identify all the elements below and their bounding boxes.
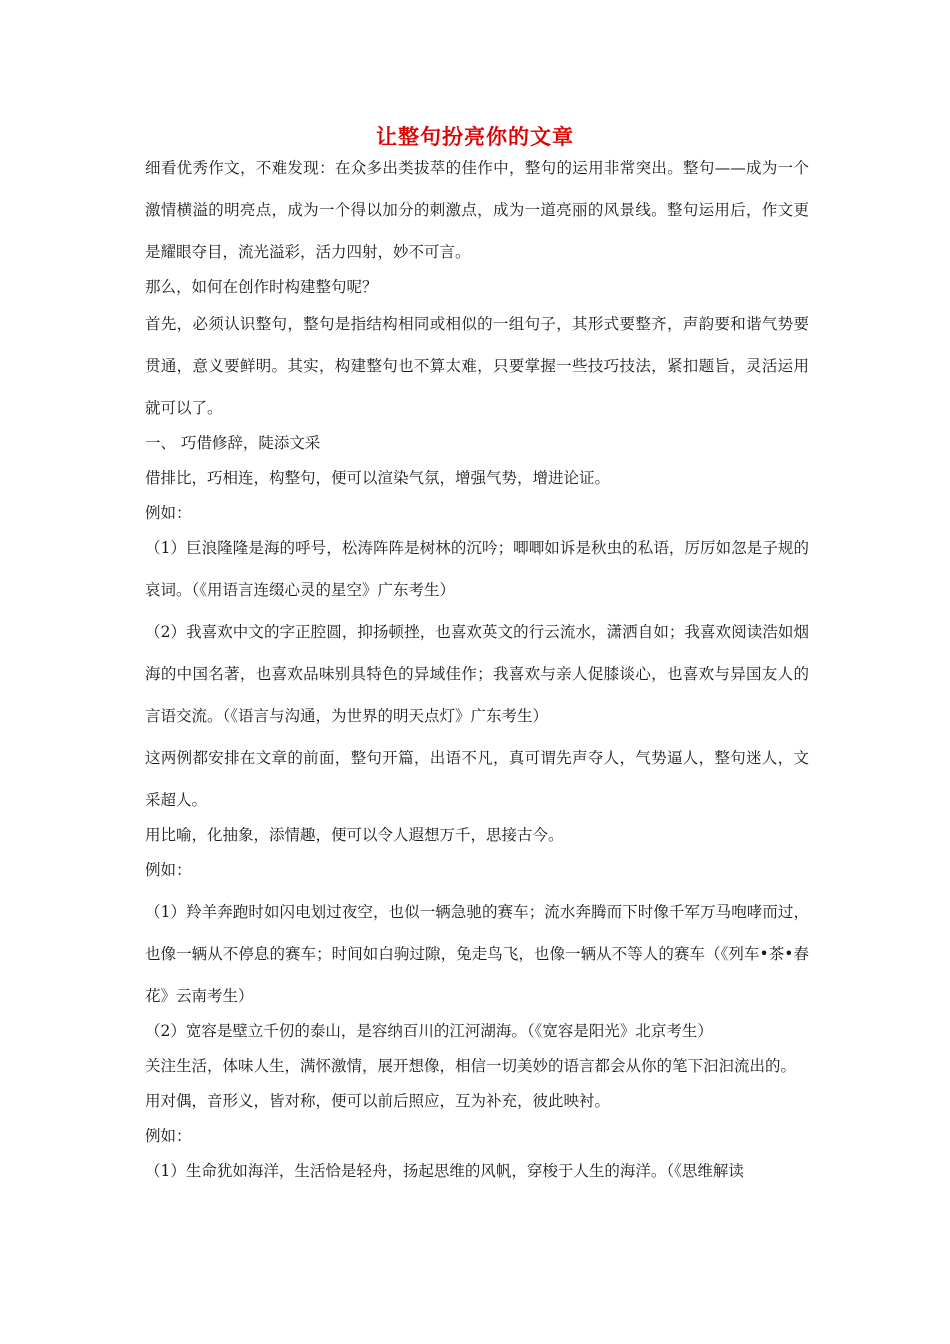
document-title: 让整句扮亮你的文章 — [376, 124, 574, 149]
example-item: （2）宽容是壁立千仞的泰山，是容纳百川的江河湖海。（《宽容是阳光》北京考生） — [145, 1022, 713, 1040]
example-item: （1）羚羊奔跑时如闪电划过夜空，也似一辆急驰的赛车；流水奔腾而下时像千军万马咆哮而过，也像一辆从不停息的赛车；时间如白驹过隙，兔走鸟飞，也像一辆从不等人的赛车（《列车•茶•春花》云南考生） — [145, 903, 809, 1005]
paragraph-commentary: 这两例都安排在文章的前面，整句开篇，出语不凡，真可谓先声夺人，气势逼人，整句迷人，文采超人。 — [145, 749, 809, 809]
example-label: 例如： — [145, 861, 192, 879]
paragraph-intro: 细看优秀作文，不难发现：在众多出类拔萃的佳作中，整句的运用非常突出。整句——成为一个激情横溢的明亮点，成为一个得以加分的刺激点，成为一道亮丽的风景线。整句运用后，作文更是耀眼夺目，流光溢彩，活力四射，妙不可言。 — [145, 159, 809, 261]
example-item: （2）我喜欢中文的字正腔圆，抑扬顿挫，也喜欢英文的行云流水，潇洒自如；我喜欢阅读浩如烟海的中国名著，也喜欢品味别具特色的异域佳作；我喜欢与亲人促膝谈心，也喜欢与异国友人的言语交流。（《语言与沟通，为世界的明天点灯》广东考生） — [145, 623, 809, 725]
paragraph-parallelism: 借排比，巧相连，构整句，便可以渲染气氛，增强气势，增进论证。 — [145, 469, 611, 487]
example-label: 例如： — [145, 1127, 192, 1145]
example-label: 例如： — [145, 504, 192, 522]
paragraph-antithesis: 用对偶，音形义，皆对称，便可以前后照应，互为补充，彼此映衬。 — [145, 1092, 611, 1110]
paragraph-metaphor: 用比喻，化抽象，添情趣，便可以令人遐想万千，思接古今。 — [145, 826, 564, 844]
section-heading: 一、 巧借修辞，陡添文采 — [145, 434, 321, 452]
document-body — [145, 147, 809, 1185]
example-item: （1）生命犹如海洋，生活恰是轻舟，扬起思维的风帆，穿梭于人生的海洋。（《思维解读 — [145, 1162, 744, 1180]
paragraph-commentary: 关注生活，体味人生，满怀激情，展开想像，相信一切美妙的语言都会从你的笔下汩汩流出的。 — [145, 1057, 797, 1075]
example-item: （1）巨浪隆隆是海的呼号，松涛阵阵是树林的沉吟；唧唧如诉是秋虫的私语，厉厉如忽是子规的哀词。（《用语言连缀心灵的星空》广东考生） — [145, 539, 809, 599]
paragraph-question: 那么，如何在创作时构建整句呢？ — [145, 278, 378, 296]
paragraph-definition: 首先，必须认识整句，整句是指结构相同或相似的一组句子，其形式要整齐，声韵要和谐气势要贯通，意义要鲜明。其实，构建整句也不算太难，只要掌握一些技巧技法，紧扣题旨，灵活运用就可以了。 — [145, 315, 809, 417]
